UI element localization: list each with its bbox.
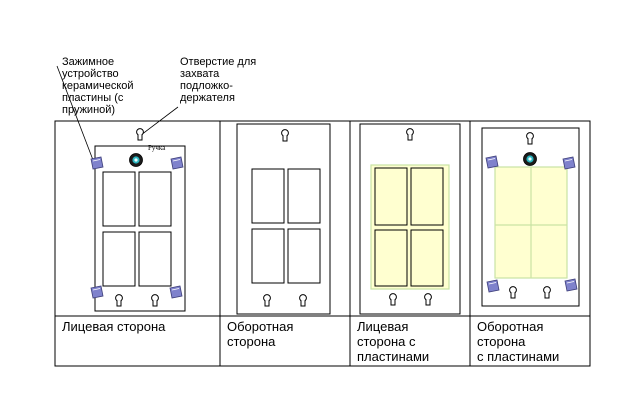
hanging-hole-icon <box>425 294 432 305</box>
caption-back-plates: Оборотная сторона с пластинами <box>477 319 560 364</box>
clamp-icon <box>563 157 575 169</box>
panel-front <box>91 129 185 311</box>
callout-hole-label: Отверстие для захвата подложко- держателя <box>180 56 257 104</box>
hanging-hole-icon <box>152 295 159 306</box>
hanging-hole-icon <box>527 133 534 144</box>
clamp-icon <box>565 279 577 291</box>
hanging-hole-icon <box>510 287 517 298</box>
callout-clamp-label: Зажимное устройство керамической пластины (с пружиной) <box>62 56 134 116</box>
caption-back: Оборотная сторона <box>227 319 294 349</box>
clamp-icon <box>91 157 103 169</box>
hanging-hole-icon <box>282 130 289 141</box>
clamp-icon <box>486 156 498 168</box>
caption-front-plates: Лицевая сторона с пластинами <box>357 319 430 364</box>
hanging-hole-icon <box>390 294 397 305</box>
hanging-hole-icon <box>116 295 123 306</box>
clamp-icon <box>91 286 103 298</box>
caption-front: Лицевая сторона <box>62 319 166 334</box>
panel-front-plates <box>360 124 460 314</box>
handle-label: Ручка <box>148 144 166 152</box>
hanging-hole-icon <box>137 129 144 140</box>
clamp-icon <box>170 286 182 298</box>
hanging-hole-icon <box>544 287 551 298</box>
clamp-icon <box>171 157 183 169</box>
panel-back-plates <box>482 128 579 306</box>
hanging-hole-icon <box>264 295 271 306</box>
hanging-hole-icon <box>407 129 414 140</box>
leader-line-clamp <box>57 66 93 160</box>
panel-back <box>237 124 330 314</box>
hanging-hole-icon <box>300 295 307 306</box>
clamp-icon <box>487 280 499 292</box>
